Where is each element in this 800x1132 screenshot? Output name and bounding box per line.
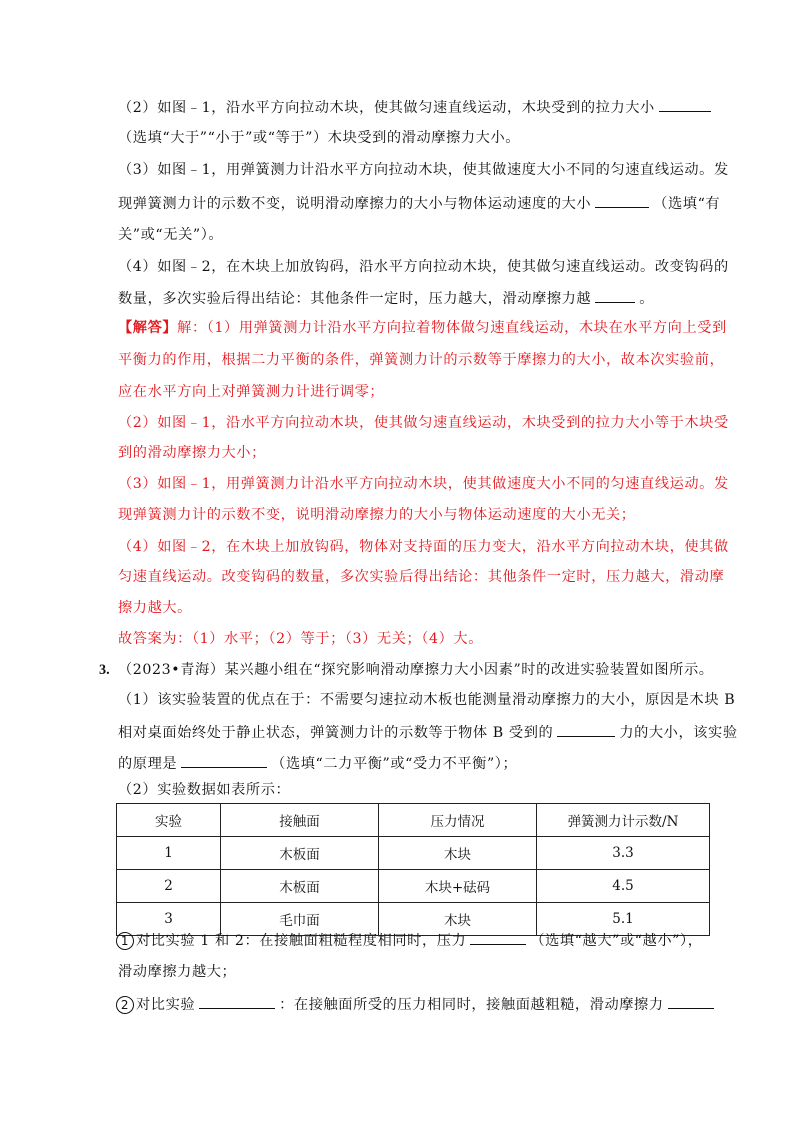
subquestion1-line2: 滑动摩擦力越大； — [118, 964, 237, 980]
table-row — [117, 870, 710, 903]
circled-number: 2 — [116, 996, 134, 1014]
question3-part1-line2: 相对桌面始终处于静止状态，弹簧测力计的示数等于物体 B 受到的 力的大小，该实验 — [118, 722, 738, 743]
table-cell: 木块 — [379, 837, 537, 870]
question-part4-line2: 数量，多次实验后得出结论：其他条件一定时，压力越大，滑动摩擦力越 。 — [118, 288, 654, 309]
question3-part2: （2）实验数据如表所示： — [118, 782, 291, 798]
answer-blank[interactable] — [668, 994, 714, 1009]
question-part3-line3: 关”或“无关”）。 — [118, 227, 224, 243]
table-cell: 4.5 — [537, 870, 710, 903]
subquestion1-line1: 1 对比实验 1 和 2：在接触面粗糙程度相同时，压力 （选填“越大”或“越小”）， — [116, 930, 703, 951]
table-cell: 毛巾面 — [221, 903, 379, 936]
question-number: 3. — [99, 662, 110, 678]
answer-blank[interactable] — [595, 288, 635, 303]
question3-part1-line1: （1）该实验装置的优点在于：不需要匀速拉动木板也能测量滑动摩擦力的大小，原因是木块 B — [118, 692, 736, 708]
question3-stem: （2023•青海）某兴趣小组在“探究影响滑动摩擦力大小因素”时的改进实验装置如图所示。 — [118, 662, 714, 678]
answer-line10: 擦力越大。 — [118, 600, 192, 616]
table-cell: 5.1 — [537, 903, 710, 936]
answer-final: 故答案为：（1）水平；（2）等于；（3）无关；（4）大。 — [118, 631, 484, 647]
table-cell: 3.3 — [537, 837, 710, 870]
table-cell: 2 — [117, 870, 221, 903]
answer-blank[interactable] — [199, 994, 275, 1009]
answer-blank[interactable] — [557, 722, 615, 737]
table-cell: 木块 — [379, 903, 537, 936]
table-cell: 3 — [117, 903, 221, 936]
data-table — [116, 803, 710, 936]
table-header: 压力情况 — [379, 804, 537, 837]
question-part2-line2: （选填“大于”“小于”或“等于”）木块受到的滑动摩擦力大小。 — [118, 130, 521, 146]
answer-blank[interactable] — [659, 97, 711, 112]
answer-line6: （3）如图﹣1，用弹簧测力计沿水平方向拉动木块，使其做速度大小不同的匀速直线运动。发 — [118, 476, 729, 492]
circled-number: 1 — [116, 932, 134, 950]
table-header: 实验 — [117, 804, 221, 837]
answer-line1: 【解答】解：（1）用弹簧测力计沿水平方向拉着物体做匀速直线运动，木块在水平方向上受到 — [118, 320, 727, 336]
table-cell: 1 — [117, 837, 221, 870]
table-header: 接触面 — [221, 804, 379, 837]
answer-blank[interactable] — [470, 930, 526, 945]
answer-line5: 到的滑动摩擦力大小； — [118, 445, 266, 461]
answer-line4: （2）如图﹣1，沿水平方向拉动木块，使其做匀速直线运动，木块受到的拉力大小等于木块受 — [118, 415, 729, 431]
table-cell: 木板面 — [221, 837, 379, 870]
question3-part1-line3: 的原理是 （选填“二力平衡”或“受力不平衡”）； — [118, 753, 517, 774]
table-cell: 木块+砝码 — [379, 870, 537, 903]
answer-tag: 【解答】 — [118, 320, 178, 336]
answer-line8: （4）如图﹣2，在木块上加放钩码，物体对支持面的压力变大，沿水平方向拉动木块，使其做 — [118, 539, 729, 555]
subquestion2-line1: 2 对比实验 ：在接触面所受的压力相同时，接触面越粗糙，滑动摩擦力 — [116, 994, 718, 1015]
answer-blank[interactable] — [181, 753, 267, 768]
question-part3-line1: （3）如图﹣1，用弹簧测力计沿水平方向拉动木块，使其做速度大小不同的匀速直线运动。发 — [118, 162, 729, 178]
answer-line7: 现弹簧测力计的示数不变，说明滑动摩擦力的大小与物体运动速度的大小无关； — [118, 507, 636, 523]
table-cell: 木板面 — [221, 870, 379, 903]
question-part4-line1: （4）如图﹣2，在木块上加放钩码，沿水平方向拉动木块，使其做匀速直线运动。改变钩码的 — [118, 259, 729, 275]
question-part3-line2: 现弹簧测力计的示数不变，说明滑动摩擦力的大小与物体运动速度的大小 （选填“有 — [118, 193, 720, 214]
answer-line2: 平衡力的作用，根据二力平衡的条件，弹簧测力计的示数等于摩擦力的大小，故本次实验前， — [118, 352, 725, 368]
table-header-row — [117, 804, 710, 837]
question-part2-line1: （2）如图﹣1，沿水平方向拉动木块，使其做匀速直线运动，木块受到的拉力大小 — [118, 97, 715, 118]
answer-blank[interactable] — [595, 193, 649, 208]
answer-line3: 应在水平方向上对弹簧测力计进行调零； — [118, 384, 385, 400]
table-row — [117, 837, 710, 870]
answer-line9: 匀速直线运动。改变钩码的数量，多次实验后得出结论：其他条件一定时，压力越大，滑动摩 — [118, 569, 725, 585]
table-header: 弹簧测力计示数/N — [537, 804, 710, 837]
